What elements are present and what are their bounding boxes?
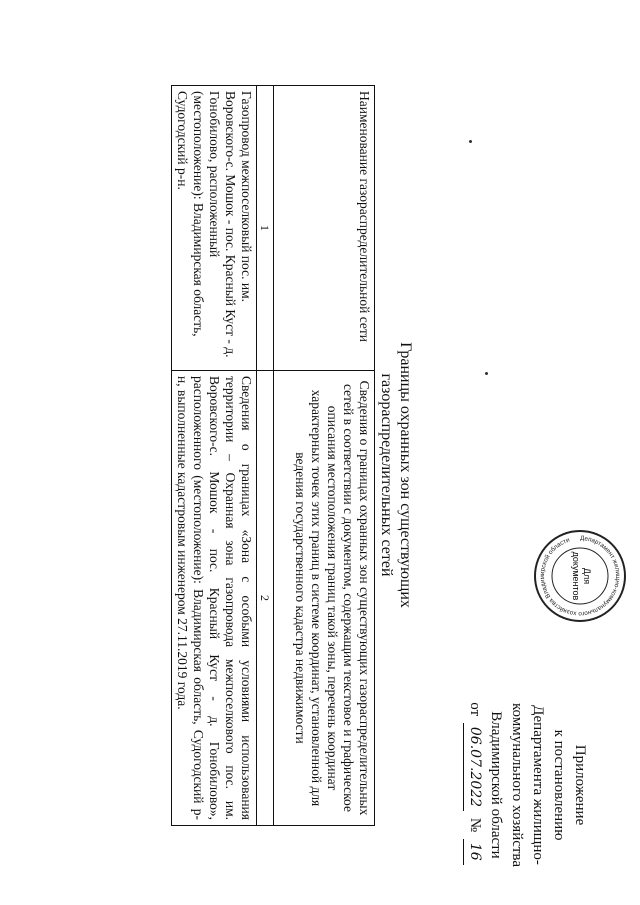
gas-pipeline-zone-info: Сведения о границах «Зона с особыми условиями использования территории – Охранная зона газопровода межпоселкового пос. им. Воровского-с. Мошок - пос. Красный Куст - д. Гонобилово», расположенного (местоположение): Владимирская область, Судогодский р-н, выполненные кадастровым инженером 27.11.2019 года. (172, 371, 257, 826)
official-stamp (534, 530, 626, 622)
scan-speck (469, 140, 472, 143)
appendix-department-line1: Департамента жилищно- (530, 705, 546, 865)
stamp-center-line1: Для (582, 567, 592, 585)
appendix-date-number (463, 690, 485, 880)
appendix-region: Владимирской области (488, 711, 504, 859)
handwritten-date: 06.07.2022 (463, 723, 485, 811)
header-network-name: Наименование газораспределительной сети (274, 86, 375, 371)
appendix-label: Приложение (572, 744, 588, 826)
appendix-block (463, 690, 590, 880)
appendix-department-line2: коммунального хозяйства (509, 703, 525, 867)
appendix-resolution-ref: к постановлению (551, 729, 567, 841)
number-prefix: № (467, 817, 483, 833)
table-row (172, 86, 257, 826)
column-number-2: 2 (257, 371, 274, 826)
zones-table (171, 85, 375, 826)
stamp-center (570, 532, 592, 620)
document-title (377, 250, 415, 700)
title-line1: Границы охранных зон существующих (397, 342, 414, 608)
table-header-row (274, 86, 375, 826)
stamp-center-line2: документов (571, 551, 581, 601)
gas-pipeline-name: Газопровод межпоселковый пос. им. Воровского-с. Мошок - пос. Красный Куст - д. Гонобилово, расположенный (местоположение): Владимирская область, Судогодский р-н. (172, 86, 257, 371)
title-line2: газораспределительных сетей (378, 373, 395, 577)
header-zone-info: Сведения о границах охранных зон существующих газораспределительных сетей в соответствии с документом, содержащим текстовое и графическое описания местоположения границ такой зоны, перечень координат характерных точек этих границ в системе координат, установленной для ведения государственного кадастра недвижимости (274, 371, 375, 826)
scan-speck (485, 372, 488, 375)
stamp-ring-text: Департамент жилищно-коммунального хозяйства Владимирской области (538, 534, 622, 618)
handwritten-number: 16 (463, 839, 485, 865)
date-prefix: от (467, 702, 483, 717)
column-number-1: 1 (257, 86, 274, 371)
table-number-row (257, 86, 274, 826)
